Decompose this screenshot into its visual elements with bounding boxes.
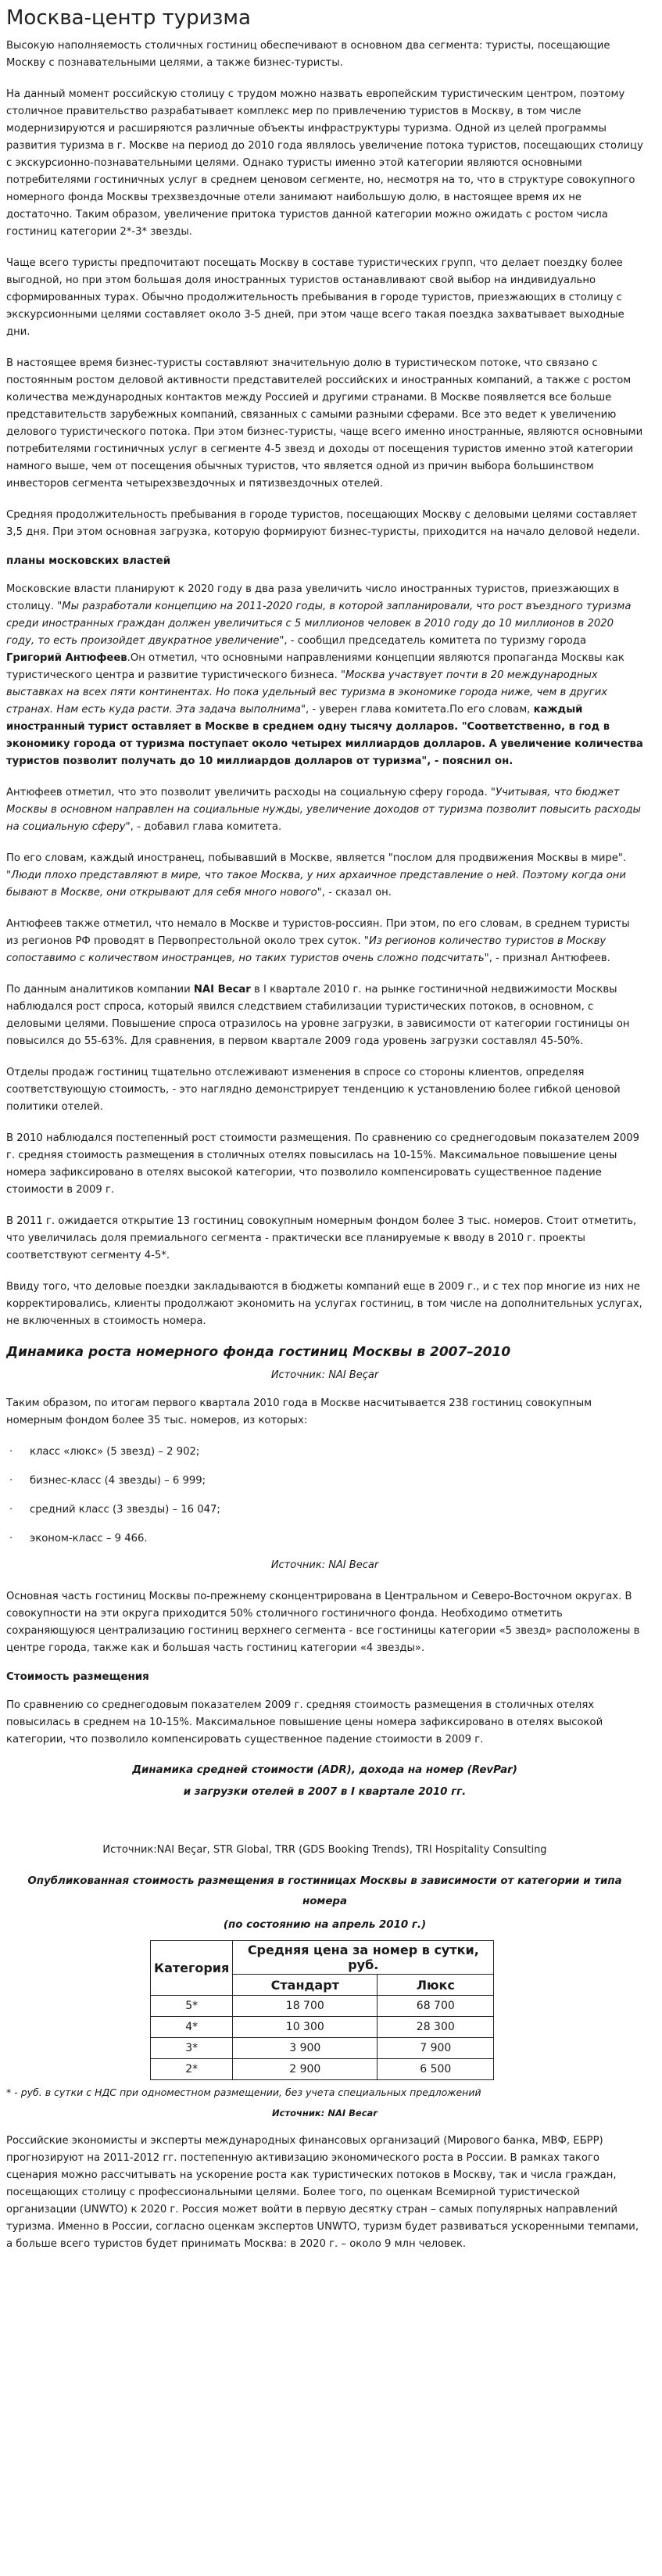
list-item: · средний класс (3 звезды) – 16 047; — [6, 1501, 643, 1519]
paragraph-cost-growth: По сравнению со среднегодовым показателем 2009 г. средняя стоимость размещения в столичных отелях повысилась в среднем на 10-15%. Максимальное повышение цены номера зафиксировано в отелях высокой категории, что позволило компенсировать существенное падение стоимости в 2009 г. — [6, 1699, 603, 1745]
paragraph-business-tourists: В настоящее время бизнес-туристы составляют значительную долю в туристическом потоке, что связано с постоянным ростом деловой активности представителей российских и иностранных компаний, а также с ростом количества международных контактов между Россией и другими странами. В Москве появляется все больше представительств зарубежных компаний, связанных с самыми разными сферами. Все это ведет к увеличению делового туристического потока. При этом бизнес-туристы, чаще всего именно иностранные, являются основными потребителями гостиничных услуг в сегменте 4-5 звезд и доходы от посещения туристов именно этой категории намного выше, чем от посещения обычных туристов, что является одной из причин выбора большинством инвесторов сегмента четырехзвездочных и пятизвездочных отелей. — [6, 357, 643, 490]
heading-accommodation-cost: Стоимость размещения — [6, 1671, 149, 1683]
paragraph-social-sphere — [6, 784, 643, 836]
paragraph-forecast: Российские экономисты и эксперты международных финансовых организаций (Мирового банка, МВФ, ЕБРР) прогнозируют на 2011-2012 гг. постепенную активизацию экономического роста в России. В рамках такого сценария можно рассчитывать на ускорение роста как туристических потоков в Москву, так и числа граждан, посещающих столицу с профессиональными целями. Более того, по оценкам Всемирной туристической организации (UNWTO) к 2020 г. Россия может войти в первую десятку стран – самых популярных направлений туризма. Именно в России, согласно оценкам экспертов UNWTO, туризм будет развиваться ускоренными темпами, а больше всего туристов будет принимать Москва: в 2020 г. – около 9 млн человек. — [6, 2135, 639, 2250]
paragraph-russian-tourists — [6, 916, 643, 967]
chart-caption-line: Динамика средней стоимости (ADR), дохода на номер (RevPar) — [132, 1764, 517, 1776]
hotel-class-list — [6, 1444, 643, 1548]
table-header-row — [151, 1941, 494, 1975]
cell-category: 4* — [151, 2017, 233, 2038]
cell-lux: 7 900 — [378, 2038, 494, 2059]
cell-standard: 3 900 — [233, 2038, 378, 2059]
cell-category: 3* — [151, 2038, 233, 2059]
paragraph-hotel-count: Таким образом, по итогам первого квартала 2010 года в Москве насчитывается 238 гостиниц совокупным номерным фондом более 35 тыс. номеров, из которых: — [6, 1397, 592, 1426]
text: По данным аналитиков компании — [6, 984, 194, 996]
table-caption-line: Опубликованная стоимость размещения в гостиницах Москвы в зависимости от категории и типа номера — [27, 1875, 622, 1907]
text: , - сказал он. — [321, 887, 392, 899]
cell-lux: 68 700 — [378, 1996, 494, 2017]
text: .Он отметил, что основными направлениями концепции являются пропаганда Москвы как туристического центра и развитие туристического бизнеса. — [6, 652, 624, 681]
quote: "Мы разработали концепцию на 2011-2020 годы, в которой запланировали, что рост въездного туризма среди иностранных граждан должен увеличиться с 5 миллионов человек в 2010 году до 10 миллионов в 2020 году, то есть произойдет двукратное увеличение" — [6, 601, 632, 647]
table-row — [151, 2017, 494, 2038]
source-label: Источник: NAI Becar — [272, 2108, 378, 2119]
text: Антюфеев также отметил, что немало в Москве и туристов-россиян. При этом, по его словам, в среднем туристы из регионов РФ проводят в Первопрестольной около трех суток. — [6, 918, 630, 947]
cell-lux: 28 300 — [378, 2017, 494, 2038]
quote-bold: каждый иностранный турист оставляет в Москве в среднем одну тысячу долларов. "Соответственно, в год в экономику города от туризма поступает около четырех миллиардов долларов. А увеличение количества туристов позволит получать до 10 миллиардов долларов от туризма", - пояснил он. — [6, 704, 643, 767]
list-item: · бизнес-класс (4 звезды) – 6 999; — [6, 1473, 643, 1490]
text: в I квартале 2010 г. на рынке гостиничной недвижимости Москвы наблюдался рост спроса, который явился следствием стабилизации туристических потоков, в основном, с деловыми целями. Повышение спроса отразилось на уровне загрузки, в зависимости от категории гостиницы он повысился до 55-63%. Для сравнения, в первом квартале 2009 года уровень загрузки составлял 45-50%. — [6, 984, 630, 1047]
text: По его словам, каждый иностранец, побывавший в Москве, является "послом для продвижения Москвы в мире". — [6, 852, 627, 864]
chart-caption — [6, 1761, 643, 1802]
paragraph-europe-center: На данный момент российскую столицу с трудом можно назвать европейским туристическим центром, поэтому столичное правительство разрабатывает комплекс мер по привлечению туристов в Москву, в том числе модернизируются и расширяются различные объекты инфраструктуры туризма. Одной из целей программы развития туризма в г. Москве на период до 2010 года являлось увеличение потока туристов, посещающих столицу с экскурсионно-познавательными целями. Однако туристы именно этой категории являются основными потребителями гостиничных услуг в среднем ценовом сегменте, но, несмотря на то, что в структуре совокупного номерного фонда Москвы трехзвездочные отели занимают наибольшую долю, в настоящее время их не достаточно. Таким образом, увеличение притока туристов данной категории можно ожидать с ростом числа гостиниц категории 2*-3* звезды. — [6, 88, 643, 238]
text: , - сообщил председатель комитета по туризму города — [284, 635, 587, 647]
person-link-antyufeev[interactable]: Григорий Антюфеев — [6, 652, 127, 664]
table-row — [151, 1996, 494, 2017]
header-lux: Люкс — [378, 1975, 494, 1996]
source-label: Источник:NAI Beçar, STR Global, TRR (GDS Booking Trends), TRI Hospitality Consulting — [102, 1844, 547, 1856]
table-caption — [6, 1871, 643, 1936]
source-label: Источник: NAI Becar — [270, 1559, 379, 1571]
list-item: · класс «люкс» (5 звезд) – 2 902; — [6, 1444, 643, 1461]
quote: "Люди плохо представляют в мире, что такое Москва, у них архаичное представление о ней. Поэтому когда они бывают в Москве, они открывают для себя много нового" — [6, 870, 626, 899]
paragraph-stay-duration: Средняя продолжительность пребывания в городе туристов, посещающих Москву с деловыми целями составляет 3,5 дня. При этом основная загрузка, которую формируют бизнес-туристы, приходится на начало деловой недели. — [6, 509, 640, 538]
paragraph-ambassadors — [6, 850, 643, 902]
text: , - признал Антюфеев. — [488, 953, 610, 964]
chart-caption-line: и загрузки отелей в 2007 в I квартале 2010 гг. — [183, 1786, 467, 1798]
table-caption-line: (по состоянию на апрель 2010 г.) — [223, 1919, 427, 1931]
paragraph-nai-becar — [6, 981, 643, 1050]
paragraph-districts: Основная часть гостиниц Москвы по-прежнему сконцентрирована в Центральном и Северо-Восточном округах. В совокупности на эти округа приходится 50% столичного гостиничного фонда. Необходимо отметить сохраняющуюся централизацию гостиниц верхнего сегмента - все гостиницы категории «5 звезд» расположены в центре города, также как и большая часть гостиниц категории «4 звезды». — [6, 1591, 640, 1654]
paragraph-tour-groups: Чаще всего туристы предпочитают посещать Москву в составе туристических групп, что делает поездку более выгодной, но при этом большая доля иностранных туристов останавливают свой выбор на индивидуально сформированных турах. Обычно продолжительность пребывания в городе туристов, приезжающих в столицу с экскурсионными целями составляет около 3-5 дней, при этом чаще всего такая поездка захватывает выходные дни. — [6, 257, 624, 338]
paragraph-openings-2011: В 2011 г. ожидается открытие 13 гостиниц совокупным номерным фондом более 3 тыс. номеров. Стоит отметить, что увеличилась доля премиального сегмента - практически все планируемые к вводу в 2010 г. проекты соответствуют сегменту 4-5*. — [6, 1215, 637, 1261]
header-standard: Стандарт — [233, 1975, 378, 1996]
cell-lux: 6 500 — [378, 2059, 494, 2080]
paragraph-plans-2020 — [6, 581, 643, 770]
cell-standard: 18 700 — [233, 1996, 378, 2017]
paragraph-intro: Высокую наполняемость столичных гостиниц обеспечивают в основном два сегмента: туристы, посещающие Москву с познавательными целями, а также бизнес-туристы. — [6, 40, 610, 69]
quote: "Учитывая, что бюджет Москвы в основном направлен на социальные нужды, увеличение доходов от туризма позволит повысить расходы на социальную сферу" — [6, 787, 641, 833]
cell-category: 5* — [151, 1996, 233, 2017]
table-row — [151, 2038, 494, 2059]
company-name: NAI Becar — [193, 984, 251, 996]
paragraph-price-growth: В 2010 наблюдался постепенный рост стоимости размещения. По сравнению со среднегодовым показателем 2009 г. средняя стоимость размещения в столичных отелях повысилась на 10-15%. Максимальное повышение цены номера зафиксировано в отелях высокой категории, что позволило компенсировать существенное падение стоимости в 2009 г. — [6, 1132, 640, 1196]
text: , - добавил глава комитета. — [130, 821, 282, 833]
text: Антюфеев отметил, что это позволит увеличить расходы на социальную сферу города. — [6, 787, 491, 798]
source-label: Источник: NAI Beçar — [270, 1369, 379, 1381]
cell-standard: 10 300 — [233, 2017, 378, 2038]
table-footnote: * - руб. в сутки с НДС при одноместном размещении, без учета специальных предложений — [6, 2086, 481, 2098]
header-price: Средняя цена за номер в сутки, руб. — [233, 1941, 494, 1975]
header-category: Категория — [151, 1941, 233, 1996]
table-row — [151, 2059, 494, 2080]
page-title: Москва-центр туризма — [6, 6, 251, 30]
quote: "Москва участвует почти в 20 международных выставках на всех пяти континентах. Но пока удельный вес туризма в экономике города ниже, чем в других странах. Нам есть куда расти. Эта задача выполнима" — [6, 669, 608, 716]
text: Московские власти планируют к 2020 году в два раза увеличить число иностранных туристов, приезжающих в столицу. — [6, 583, 620, 612]
heading-room-stock-dynamics: Динамика роста номерного фонда гостиниц Москвы в 2007–2010 — [6, 1344, 511, 1360]
cell-category: 2* — [151, 2059, 233, 2080]
list-item: · эконом-класс – 9 466. — [6, 1530, 643, 1548]
paragraph-business-budgets: Ввиду того, что деловые поездки закладываются в бюджеты компаний еще в 2009 г., и с тех пор многие из них не корректировались, клиенты продолжают экономить на услугах гостиниц, в том числе на дополнительных услугах, не включенных в стоимость номера. — [6, 1281, 642, 1327]
text: , - уверен глава комитета.По его словам, — [306, 704, 534, 716]
cell-standard: 2 900 — [233, 2059, 378, 2080]
price-table — [150, 1940, 494, 2080]
heading-plans: планы московских властей — [6, 555, 171, 567]
quote: "Из регионов количество туристов в Москву сопоставимо с количеством иностранцев, но таких туристов очень сложно подсчитать" — [6, 935, 607, 964]
paragraph-sales-departments: Отделы продаж гостиниц тщательно отслеживают изменения в спросе со стороны клиентов, определяя соответствующую стоимость, - это наглядно демонстрирует тенденцию к установлению более гибкой ценовой политики отелей. — [6, 1067, 621, 1113]
